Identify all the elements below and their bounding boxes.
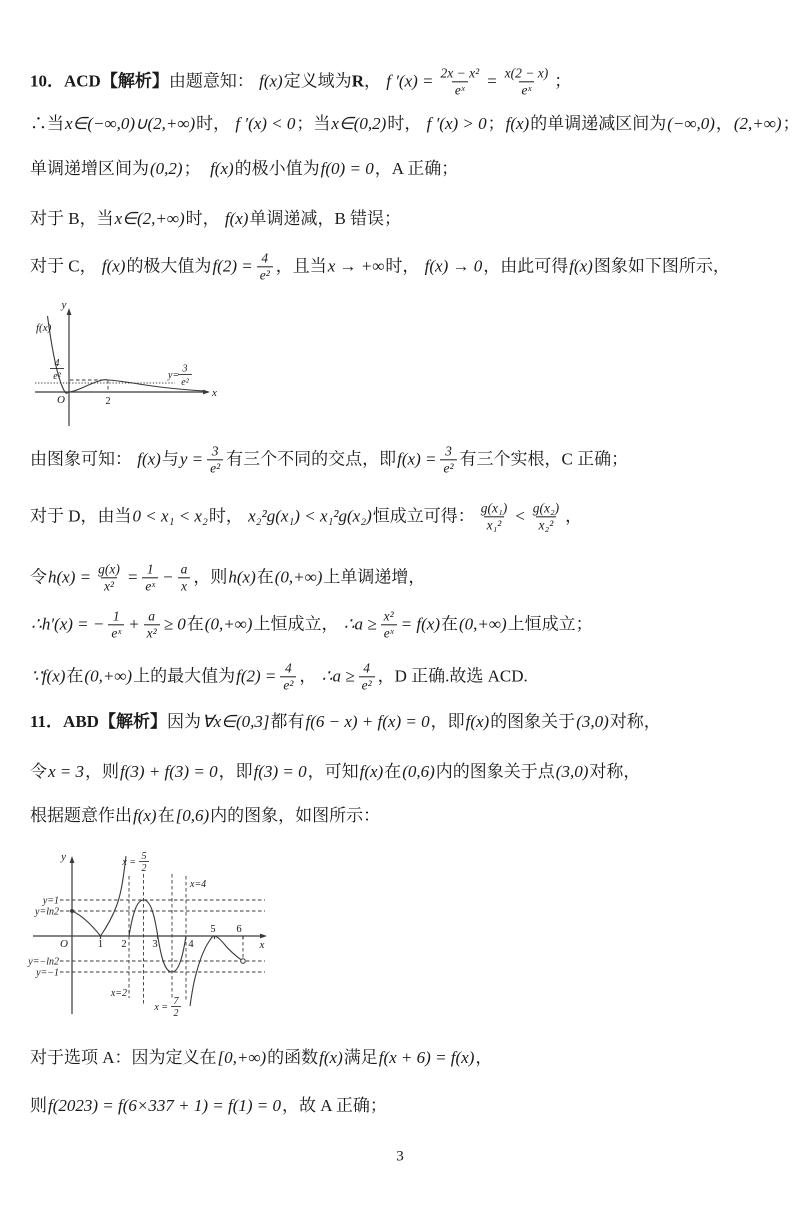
math-text: f(x) [359, 761, 384, 781]
math-text: 0 < x₁ < x₂ [132, 506, 208, 526]
label-x7over2-den: 2 [173, 1008, 179, 1019]
text: 时， [196, 113, 235, 133]
fraction: $\frac{x(2 - x)}{\text{eˣ}}$ [504, 65, 549, 98]
fraction: $\frac{a}{\text{x²}}$ [144, 608, 160, 641]
math-text: ∵f(x) [31, 666, 66, 686]
text: 因为 [166, 711, 201, 731]
figure-problem10-graph [20, 298, 220, 428]
fraction: $\frac{1}{\text{eˣ}}$ [142, 561, 158, 594]
solution-10-line-1 [30, 65, 571, 98]
curve-label-fx: f(x) [36, 322, 52, 334]
fraction: $\frac{3}{\text{e²}}$ [207, 443, 223, 476]
math-text: f(x + 6) = f(x) [378, 1047, 475, 1067]
y-axis-arrow-icon [70, 856, 75, 863]
label-x4: x=4 [190, 879, 207, 890]
math-text: f ′(x) > 0 [426, 113, 487, 133]
solution-11-line-3 [30, 806, 380, 826]
math-text: + [128, 614, 140, 634]
label-x5over2-den: 2 [141, 863, 147, 874]
math-text: [0,+∞) [217, 1047, 267, 1067]
solution-11-line-1 [30, 712, 661, 732]
y-axis-label: y [61, 299, 67, 311]
text: ；当 [296, 113, 331, 133]
label-yneg1: y=−1 [36, 967, 59, 979]
math-text: h(x) [228, 567, 256, 587]
math-text: ≥ 0 [163, 614, 186, 634]
math-text: = [126, 567, 139, 587]
math-text: ∴a ≥ [343, 614, 377, 634]
text: ， [715, 113, 733, 133]
text: 满足 [343, 1047, 378, 1067]
fraction: $\frac{g(x)}{\text{x²}}$ [98, 561, 120, 594]
math-text: = f(x) [400, 614, 440, 634]
label-x7over2-num: 7 [173, 996, 179, 1007]
text: 都有 [270, 711, 305, 731]
math-text: f ′(x) = [386, 71, 434, 91]
curve-ln-left [72, 911, 101, 936]
fraction: $\frac{1}{\text{eˣ}}$ [108, 608, 124, 641]
text: 根据题意作出 [30, 805, 132, 825]
text: ； [183, 158, 210, 178]
math-text: f(x) [569, 256, 593, 276]
math-text: y = [179, 449, 204, 469]
start-point-dot [70, 909, 74, 913]
text: 定义域为 [283, 71, 352, 91]
math-text: x₂²g(x₁) < x₁²g(x₂) [248, 506, 372, 526]
ytick-fraction-num: 4 [54, 358, 60, 369]
text: 内的图象，如图所示： [210, 805, 381, 825]
text: 上恒成立； [507, 614, 593, 634]
label-x5over2-num: 5 [141, 851, 147, 862]
text: 对于 B，当 [30, 208, 114, 228]
text: ，由此可得 [483, 256, 569, 276]
text: ，故 A 正确； [282, 1095, 387, 1115]
math-text: x∈(0,2) [331, 113, 387, 133]
text: 在 [157, 805, 175, 825]
solution-10-line-2 [30, 114, 800, 134]
label-y1: y=1 [42, 895, 59, 907]
text: 令 [30, 567, 47, 587]
text: ，即 [430, 711, 465, 731]
text: 对称， [609, 711, 661, 731]
text: 上单调递增， [323, 567, 426, 587]
x-axis-label: x [212, 387, 217, 399]
math-text: f(x) [319, 1047, 343, 1067]
text: 在 [440, 614, 458, 634]
text: 单调递增区间为 [30, 158, 149, 178]
ytick-fraction-den: e² [53, 371, 61, 382]
x-axis-arrow-icon [203, 390, 210, 395]
text: 令 [30, 761, 47, 781]
fraction: $\frac{\text{2x − x²}}{\text{eˣ}}$ [440, 65, 480, 98]
bold-text: R [351, 71, 364, 91]
math-text: (3,0) [576, 711, 609, 731]
x-axis-label: x [259, 939, 265, 951]
math-text: (0,+∞) [204, 614, 253, 634]
math-text: x∈(−∞,0)∪(2,+∞) [65, 113, 196, 133]
page-number: 3 [396, 1148, 404, 1165]
math-text: = [486, 71, 498, 91]
xtick-5: 5 [210, 924, 216, 935]
math-text: f(x) [505, 113, 530, 133]
text: 对称， [589, 761, 641, 781]
math-text: f(2) = [236, 666, 277, 686]
math-text: ∴a ≥ [321, 666, 355, 686]
math-text: f(2023) = f(6×337 + 1) = f(1) = 0 [48, 1095, 281, 1115]
text: ， [299, 666, 321, 686]
text: 有三个不同的交点，即 [226, 449, 397, 469]
fraction: $\frac{\text{g(x₁)}}{\text{x₁²}}$ [480, 500, 508, 533]
text: 的图象关于 [490, 711, 576, 731]
text: 的极大值为 [126, 256, 212, 276]
text: 由题意知： [168, 71, 259, 91]
xtick-2: 2 [121, 939, 127, 950]
math-text: f(x) → 0 [424, 256, 483, 276]
text: ， [565, 506, 583, 526]
math-text: − [162, 567, 174, 587]
math-text: f ′(x) < 0 [235, 113, 296, 133]
math-text: f(x) [224, 208, 249, 228]
math-text: f(x) [465, 711, 490, 731]
text: ； [487, 113, 505, 133]
math-text: f(3) + f(3) = 0 [120, 761, 218, 781]
text: ∴当 [30, 113, 64, 133]
text: ， [363, 71, 386, 91]
text: ，可知 [307, 761, 359, 781]
label-x7over2-prefix: x = [154, 1002, 168, 1013]
text: ； [782, 113, 800, 133]
xtick-4: 4 [188, 939, 194, 950]
math-text: f(x) [210, 158, 234, 178]
solution-10-line-8 [30, 561, 425, 594]
math-text: x∈(2,+∞) [114, 208, 185, 228]
fraction: $\frac{4}{\text{e²}}$ [257, 250, 273, 283]
text: 对于 C， [30, 256, 101, 276]
math-text: (2,+∞) [733, 113, 782, 133]
text: 由图象可知： [30, 449, 137, 469]
fraction: $\frac{a}{x}$ [178, 561, 191, 594]
bold-text: 10．ACD【解析】 [30, 71, 169, 91]
text: 图象如下图所示， [593, 256, 730, 276]
label-x2: x=2 [110, 988, 127, 999]
math-text: (0,+∞) [458, 614, 507, 634]
math-text: < [514, 506, 526, 526]
solution-10-line-7 [30, 500, 582, 533]
text: ，A 正确； [374, 158, 459, 178]
text: 有三个实根，C 正确； [459, 449, 629, 469]
fraction: $\frac{4}{\text{e²}}$ [280, 660, 296, 693]
solution-10-line-3 [30, 159, 458, 179]
text: 对于 D，由当 [30, 506, 132, 526]
solution-10-line-5 [30, 250, 730, 283]
math-text: (−∞,0) [667, 113, 715, 133]
xtick-1: 1 [97, 939, 104, 950]
math-text: f(2) = [212, 256, 253, 276]
math-text: f(6 − x) + f(x) = 0 [305, 711, 430, 731]
solution-10-line-10 [30, 660, 528, 693]
text: 在 [186, 614, 204, 634]
text: 在 [256, 567, 274, 587]
text: 在 [384, 761, 402, 781]
text: 与 [161, 449, 179, 469]
math-text: ∀x∈(0,3] [201, 711, 270, 731]
fraction: $\frac{\text{x²}}{\text{eˣ}}$ [381, 608, 397, 641]
label-x5over2-prefix: x = [122, 857, 136, 868]
math-text: (3,0) [555, 761, 589, 781]
math-text: (0,2) [150, 158, 183, 178]
math-text: x → +∞ [327, 256, 385, 276]
solution-11-line-2 [30, 762, 640, 782]
hline-label-num: 3 [182, 363, 188, 375]
solution-11-line-5 [30, 1096, 387, 1116]
hline-label-den: e² [181, 377, 189, 388]
math-text: f(3) = 0 [253, 761, 307, 781]
solution-10-line-4 [30, 209, 401, 229]
fraction: $\frac{4}{\text{e²}}$ [359, 660, 375, 693]
text: 的函数 [267, 1047, 319, 1067]
math-text: h(x) = [48, 567, 92, 587]
text: 上的最大值为 [133, 666, 236, 686]
math-text: x = 3 [48, 761, 85, 781]
xtick-6: 6 [236, 924, 242, 935]
solution-11-line-4 [30, 1048, 492, 1068]
text: 时， [185, 208, 224, 228]
text: 单调递减，B 错误； [249, 208, 402, 228]
math-text: (0,+∞) [84, 666, 133, 686]
y-axis-label: y [61, 851, 66, 863]
text: 内的图象关于点 [435, 761, 555, 781]
origin-label: O [60, 938, 68, 950]
text: ，则 [193, 567, 228, 587]
label-yln2: y=ln2 [35, 906, 59, 918]
xtick-3: 3 [152, 939, 158, 950]
hline-label-prefix: y= [168, 370, 180, 381]
math-text: f(x) [137, 449, 161, 469]
text: ，且当 [275, 256, 327, 276]
text: ； [554, 71, 572, 91]
math-text: f(x) [133, 805, 157, 825]
math-text: (0,6) [402, 761, 435, 781]
fraction: $\frac{\text{g(x₂)}}{\text{x₂²}}$ [532, 500, 560, 533]
open-endpoint-circle [241, 959, 246, 964]
x-tick-2: 2 [105, 396, 111, 407]
curve-ln-rise [101, 856, 127, 936]
x-axis-arrow-icon [260, 934, 267, 939]
y-axis-arrow-icon [67, 308, 72, 315]
origin-label: O [57, 394, 65, 406]
text: 时， [385, 256, 424, 276]
text: 恒成立可得： [372, 506, 475, 526]
text: 时， [208, 506, 248, 526]
text: 时， [387, 113, 426, 133]
text: 的极小值为 [234, 158, 320, 178]
text: 则 [30, 1095, 47, 1115]
math-text: f(x) [101, 256, 126, 276]
solution-10-line-6 [30, 443, 628, 476]
bold-text: 11．ABD【解析】 [30, 711, 167, 731]
curve-right [190, 936, 242, 1006]
math-text: (0,+∞) [274, 567, 323, 587]
text: 对于选项 A：因为定义在 [30, 1047, 217, 1067]
solution-10-line-9 [30, 608, 593, 641]
text: 的单调递减区间为 [530, 113, 667, 133]
text: ，即 [218, 761, 253, 781]
text: 在 [66, 666, 84, 686]
label-yneg-ln2: y=−ln2 [28, 956, 59, 968]
text: 上恒成立， [253, 614, 343, 634]
text: ， [475, 1047, 493, 1067]
math-text: f(x) = [397, 449, 437, 469]
math-text: f(x) [259, 71, 283, 91]
text: ，D 正确.故选 ACD. [377, 666, 528, 686]
text: ，则 [85, 761, 120, 781]
math-text: [0,6) [175, 805, 210, 825]
math-text: ∴h′(x) = − [31, 614, 105, 634]
figure-problem11-graph [15, 846, 285, 1023]
fraction: $\frac{3}{\text{e²}}$ [440, 443, 456, 476]
math-text: f(0) = 0 [320, 158, 374, 178]
